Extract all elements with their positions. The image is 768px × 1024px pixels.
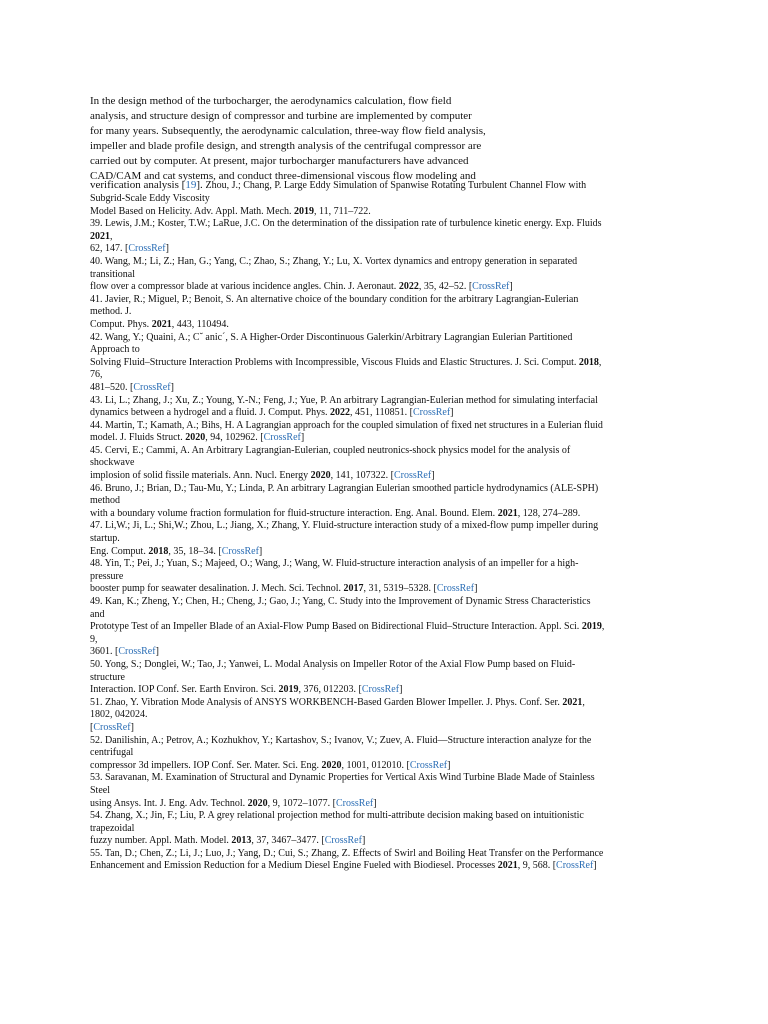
reference-55: 55. Tan, D.; Chen, Z.; Li, J.; Luo, J.; Yang, D.; Cui, S.; Zhang, Z. Effects of Swirl and Boiling Heat Transfer on the Performance	[90, 847, 604, 859]
reference-38-line: Subgrid-Scale Eddy Viscosity	[90, 193, 210, 204]
reference-51-line: [CrossRef]	[90, 721, 134, 733]
crossref-link[interactable]: CrossRef	[361, 684, 400, 696]
crossref-link[interactable]: CrossRef	[556, 860, 594, 872]
reference-48-line: booster pump for seawater desalination. J. Mech. Sci. Technol. 2017, 31, 5319–5328. [CrossRef]	[90, 583, 478, 595]
reference-48: 48. Yin, T.; Pei, J.; Yuan, S.; Majeed, O.; Wang, J.; Wang, W. Fluid-structure interaction analysis of an impeller for a high-	[90, 558, 579, 570]
reference-45-line: implosion of solid fissile materials. Ann. Nucl. Energy 2020, 141, 107322. [CrossRef]	[90, 470, 435, 482]
citation-link[interactable]: 19	[185, 179, 197, 191]
reference-40: 40. Wang, M.; Li, Z.; Han, G.; Yang, C.; Zhao, S.; Zhang, Y.; Lu, X. Vortex dynamics and entropy generation in separated	[90, 255, 578, 267]
reference-50: 50. Yong, S.; Donglei, W.; Tao, J.; Yanwei, L. Modal Analysis on Impeller Rotor of the Axial Flow Pump based on Fluid-	[90, 658, 576, 670]
intro-paragraph	[90, 94, 560, 184]
reference-55-line: Enhancement and Emission Reduction for a Medium Diesel Engine Fueled with Biodiesel. Processes 2021, 9, 568. [CrossRef]	[90, 860, 597, 872]
reference-49-line: 9,	[90, 633, 98, 645]
crossref-link[interactable]: CrossRef	[128, 243, 166, 255]
reference-46-line: with a boundary volume fraction formulation for fluid-structure interaction. Eng. Anal. Bound. Elem. 2021, 128, 274–289.	[90, 507, 581, 519]
reference-49-line: Prototype Test of an Impeller Blade of an Axial-Flow Pump Based on Bidirectional Fluid–Structure Interaction. Appl. Sci. 2019,	[90, 621, 605, 633]
reference-39-line: 62, 147. [CrossRef]	[90, 243, 169, 255]
reference-43: 43. Li, L.; Zhang, J.; Xu, Z.; Young, Y.-N.; Feng, J.; Yue, P. An arbitrary Lagrangian-Eulerian method for simulating interfacial	[90, 394, 598, 406]
reference-52-line: centrifugal	[90, 747, 134, 759]
intro-line: In the design method of the turbocharger, the aerodynamics calculation, flow field	[90, 95, 452, 107]
crossref-link[interactable]: CrossRef	[118, 646, 156, 658]
reference-42-line: 481–520. [CrossRef]	[90, 381, 174, 393]
reference-54: 54. Zhang, X.; Jin, F.; Liu, P. A grey relational projection method for multi-attribute decision making based on intuitionistic	[90, 810, 584, 822]
reference-44-line: model. J. Fluids Struct. 2020, 94, 102962. [CrossRef]	[90, 432, 305, 444]
intro-line: analysis, and structure design of compressor and turbine are implemented by computer	[90, 110, 472, 122]
reference-46: 46. Bruno, J.; Brian, D.; Tau-Mu, Y.; Linda, P. An arbitrary Lagrangian Eulerian smoothed particle hydrodynamics (ALE-SPH)	[90, 482, 599, 494]
crossref-link[interactable]: CrossRef	[436, 583, 475, 595]
crossref-link[interactable]: CrossRef	[393, 470, 432, 482]
reference-51-line: 1802, 042024.	[90, 709, 148, 721]
intro-line: for many years. Subsequently, the aerodynamic calculation, three-way flow field analysis,	[90, 125, 486, 137]
reference-38-line: Model Based on Helicity. Adv. Appl. Math. Mech. 2019, 11, 711–722.	[90, 205, 371, 217]
reference-45: 45. Cervi, E.; Cammi, A. An Arbitrary Lagrangian-Eulerian, coupled neutronics-shock physics model for the analysis of	[90, 444, 571, 456]
reference-list	[90, 179, 680, 873]
reference-50-line: structure	[90, 671, 125, 683]
reference-44: 44. Martin, T.; Kamath, A.; Bihs, H. A Lagrangian approach for the coupled simulation of fixed net structures in a Eulerian fluid	[90, 419, 603, 431]
reference-41-line: Comput. Phys. 2021, 443, 110494.	[90, 318, 229, 330]
reference-45-line: shockwave	[90, 457, 135, 469]
reference-38: verification analysis [19]. Zhou, J.; Chang, P. Large Eddy Simulation of Spanwise Rotating Turbulent Channel Flow with	[90, 179, 587, 191]
reference-42-line: Approach to	[90, 344, 140, 356]
reference-39: 39. Lewis, J.M.; Koster, T.W.; LaRue, J.C. On the determination of the dissipation rate of turbulence kinetic energy. Exp. Fluids	[90, 218, 602, 230]
reference-48-line: pressure	[90, 570, 124, 582]
intro-line: impeller and blade profile design, and strength analysis of the centrifugal compressor are	[90, 140, 482, 152]
crossref-link[interactable]: CrossRef	[409, 759, 448, 771]
crossref-link[interactable]: CrossRef	[221, 545, 259, 557]
crossref-link[interactable]: CrossRef	[472, 281, 510, 293]
reference-40-line: transitional	[90, 268, 135, 280]
reference-43-line: dynamics between a hydrogel and a fluid. J. Comput. Phys. 2022, 451, 110851. [CrossRef]	[90, 407, 454, 419]
reference-41-line: method. J.	[90, 306, 132, 318]
reference-47: 47. Li,W.; Ji, L.; Shi,W.; Zhou, L.; Jiang, X.; Zhang, Y. Fluid-structure interaction study of a mixed-flow pump impeller during	[90, 520, 599, 532]
crossref-link[interactable]: CrossRef	[263, 432, 301, 444]
reference-42: 42. Wang, Y.; Quaini, A.; C˘ anic´, S. A Higher-Order Discontinuous Galerkin/Arbitrary Lagrangian Eulerian Partitioned	[90, 331, 573, 343]
crossref-link[interactable]: CrossRef	[324, 835, 362, 847]
reference-52-line: compressor 3d impellers. IOP Conf. Ser. Mater. Sci. Eng. 2020, 1001, 012010. [CrossRef]	[90, 759, 451, 771]
reference-53: 53. Saravanan, M. Examination of Structural and Dynamic Properties for Vertical Axis Wind Turbine Blade Made of Stainless	[90, 772, 595, 784]
reference-40-line: flow over a compressor blade at various incidence angles. Chin. J. Aeronaut. 2022, 35, 42–52. [CrossRef]	[90, 281, 513, 293]
reference-42-line: 76,	[90, 369, 103, 381]
reference-53-line: Steel	[90, 784, 110, 796]
reference-51: 51. Zhao, Y. Vibration Mode Analysis of ANSYS WORKBENCH-Based Garden Blower Impeller. J. Phys. Conf. Ser. 2021,	[90, 696, 585, 708]
reference-47-line: Eng. Comput. 2018, 35, 18–34. [CrossRef]	[90, 545, 263, 557]
reference-54-line: trapezoidal	[90, 822, 135, 834]
reference-47-line: startup.	[90, 533, 120, 545]
reference-49-line: 3601. [CrossRef]	[90, 646, 159, 658]
reference-46-line: method	[90, 495, 120, 507]
reference-53-line: using Ansys. Int. J. Eng. Adv. Technol. 2020, 9, 1072–1077. [CrossRef]	[90, 797, 377, 809]
intro-line: CAD/CAM and cat systems, and conduct three-dimensional viscous flow modeling and	[90, 170, 476, 182]
reference-49: 49. Kan, K.; Zheng, Y.; Chen, H.; Cheng, J.; Gao, J.; Yang, C. Study into the Improvement of Dynamic Stress Characteristics	[90, 596, 591, 607]
reference-39-year: 2021,	[90, 230, 113, 242]
reference-52: 52. Danilishin, A.; Petrov, A.; Kozhukhov, Y.; Kartashov, S.; Ivanov, V.; Zuev, A. Fluid—Structure interaction analyze for the	[90, 734, 592, 746]
crossref-link[interactable]: CrossRef	[412, 407, 451, 419]
crossref-link[interactable]: CrossRef	[133, 381, 171, 393]
reference-49-line: and	[90, 608, 105, 620]
intro-line: carried out by computer. At present, major turbocharger manufacturers have advanced	[90, 155, 469, 167]
crossref-link[interactable]: CrossRef	[93, 721, 131, 733]
reference-41: 41. Javier, R.; Miguel, P.; Benoit, S. An alternative choice of the boundary condition for the arbitrary Lagrangian-Eulerian	[90, 293, 579, 305]
reference-54-line: fuzzy number. Appl. Math. Model. 2013, 37, 3467–3477. [CrossRef]	[90, 835, 366, 847]
crossref-link[interactable]: CrossRef	[335, 797, 374, 809]
reference-42-line: Solving Fluid–Structure Interaction Problems with Incompressible, Viscous Fluids and Elastic Structures. J. Sci. Comput. 2018,	[90, 356, 602, 368]
reference-50-line: Interaction. IOP Conf. Ser. Earth Environ. Sci. 2019, 376, 012203. [CrossRef]	[90, 684, 403, 696]
